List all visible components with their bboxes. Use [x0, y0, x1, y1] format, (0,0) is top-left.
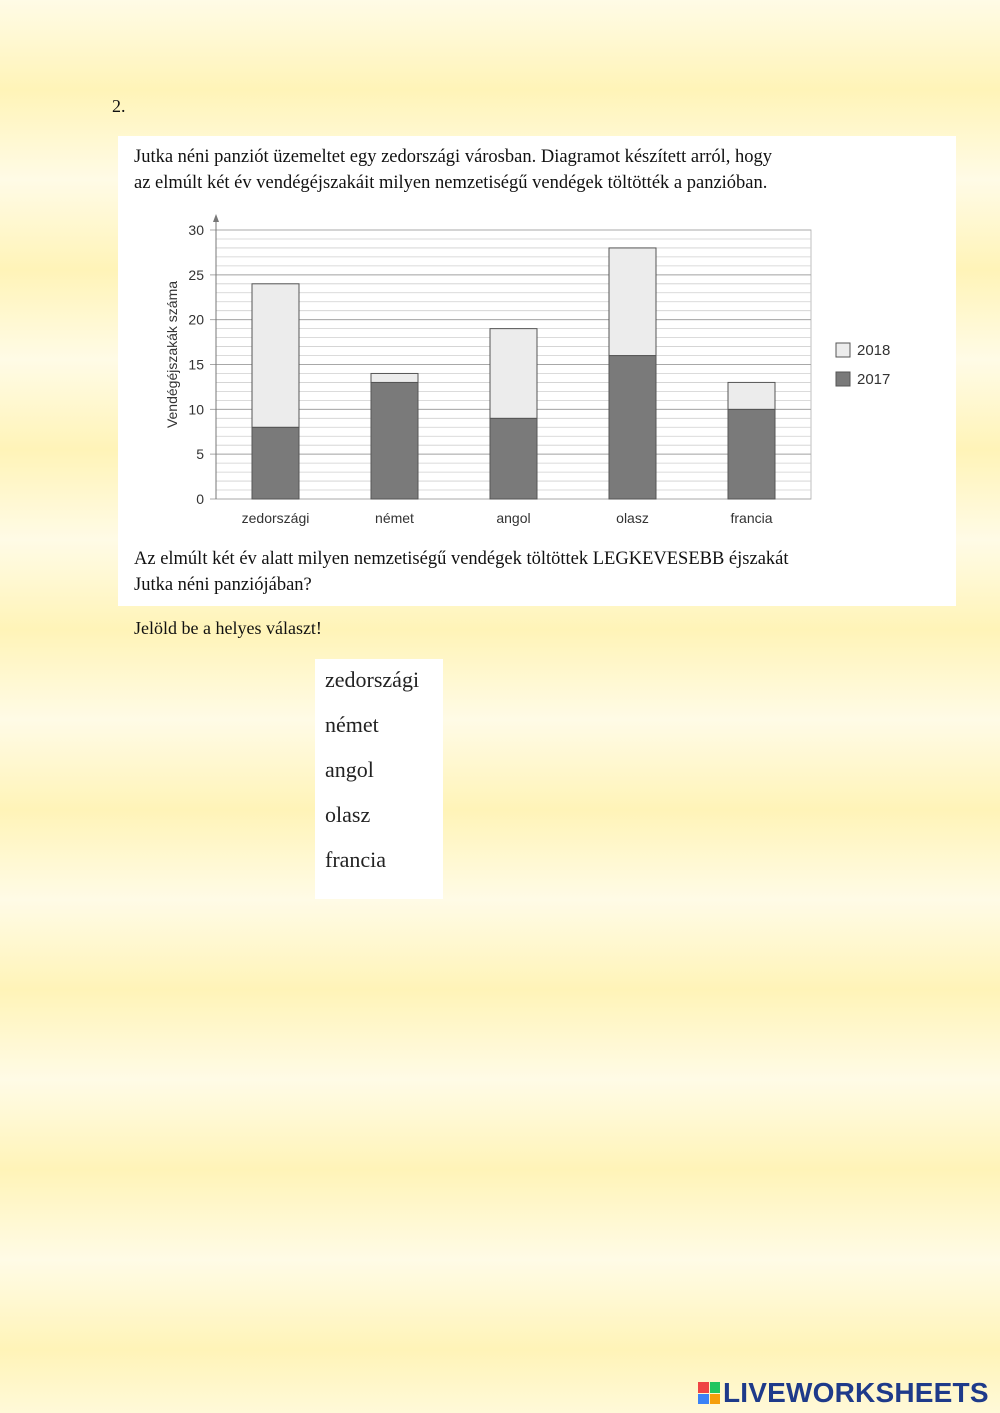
bar-segment-2017: [728, 409, 775, 499]
y-axis-arrow: [213, 214, 219, 222]
bar-segment-2018: [728, 382, 775, 409]
x-tick-label: zedországi: [241, 510, 310, 526]
logo-mark-square: [710, 1382, 721, 1393]
y-tick-label: 10: [188, 401, 204, 418]
bar-segment-2017: [371, 382, 418, 499]
answer-option-francia[interactable]: francia: [325, 847, 387, 872]
logo-mark-square: [698, 1394, 709, 1405]
bar-segment-2018: [252, 284, 299, 427]
y-axis-label: Vendégéjszakák száma: [164, 280, 180, 429]
x-tick-label: angol: [496, 510, 531, 526]
task-question: [134, 546, 954, 598]
bar-segment-2018: [609, 248, 656, 356]
legend-swatch-2017: [836, 372, 850, 386]
y-tick-label: 30: [188, 222, 204, 238]
legend-label: 2018: [857, 342, 891, 359]
answer-option-nemet[interactable]: német: [325, 712, 379, 737]
bar-segment-2018: [371, 373, 418, 382]
legend-label: 2017: [857, 371, 891, 388]
bar-segment-2017: [490, 418, 537, 499]
instruction-text: Jelöld be a helyes választ!: [134, 618, 322, 638]
x-tick-label: francia: [730, 510, 773, 526]
bar-segment-2017: [252, 427, 299, 499]
liveworksheets-logo: [698, 1376, 989, 1410]
task-question-line: Az elmúlt két év alatt milyen nemzetiségű vendégek töltöttek LEGKEVESEBB éjszakát: [134, 549, 789, 569]
y-tick-label: 25: [188, 266, 204, 283]
stacked-bar-chart: [158, 210, 918, 540]
x-tick-label: német: [375, 510, 414, 526]
y-tick-label: 0: [196, 491, 204, 507]
y-tick-label: 5: [196, 446, 204, 463]
y-tick-label: 15: [188, 356, 204, 373]
answer-options: [315, 659, 443, 899]
task-intro-line: Jutka néni panziót üzemeltet egy zedországi városban. Diagramot készített arról, hogy: [134, 147, 773, 167]
question-number: 2.: [112, 96, 126, 116]
legend-swatch-2018: [836, 343, 850, 357]
answer-option-olasz[interactable]: olasz: [325, 802, 371, 827]
logo-mark-square: [710, 1394, 721, 1405]
logo-mark-square: [698, 1382, 709, 1393]
x-tick-label: olasz: [616, 510, 649, 526]
bar-segment-2017: [609, 356, 656, 499]
task-card: [118, 136, 956, 606]
task-question-line: Jutka néni panziójában?: [134, 575, 312, 595]
logo-text: LIVEWORKSHEETS: [723, 1377, 989, 1408]
task-intro: [134, 144, 954, 196]
bar-segment-2018: [490, 329, 537, 419]
answer-option-angol[interactable]: angol: [325, 757, 374, 782]
task-intro-line: az elmúlt két év vendégéjszakáit milyen nemzetiségű vendégek töltötték a panzióban.: [134, 173, 768, 193]
y-tick-label: 20: [188, 311, 204, 328]
answer-option-zedorszagi[interactable]: zedországi: [325, 667, 420, 692]
logo-mark-icon: [698, 1382, 720, 1404]
